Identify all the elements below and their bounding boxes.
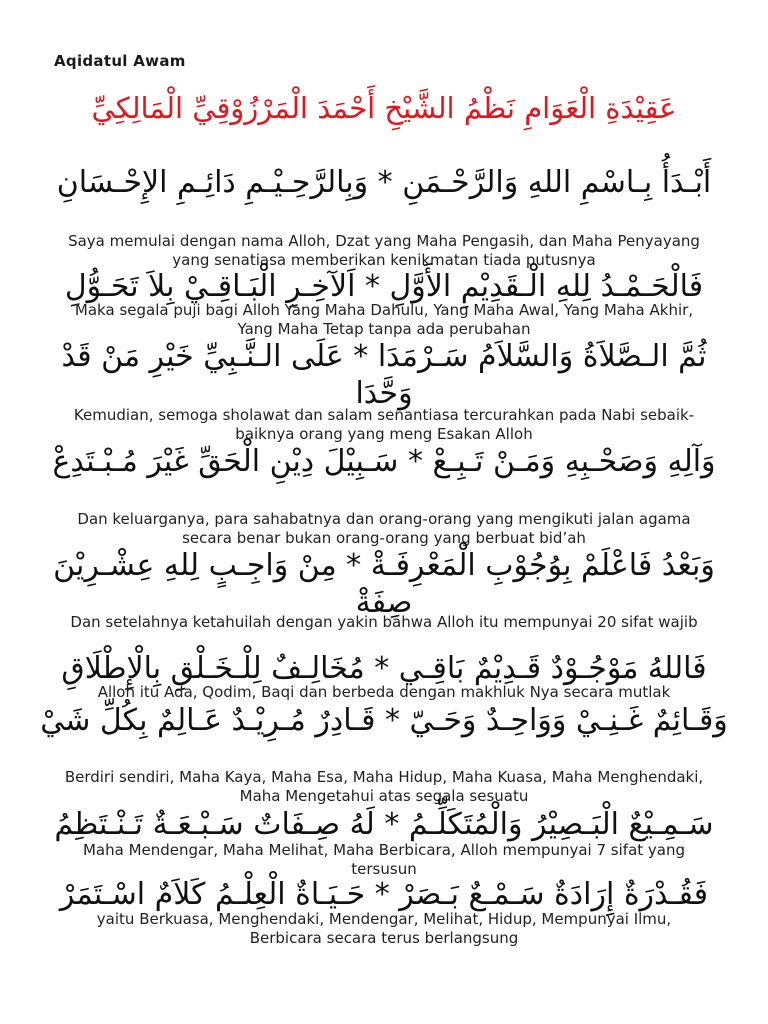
- verse-9-translation: yaitu Berkuasa, Menghendaki, Mendengar, Melihat, Hidup, Mempunyai Ilmu, Berbicara secara terus berlangsung: [96, 910, 672, 947]
- verse-2-arabic: فَالْحَـمْـدُ لِلهِ الْـقَدِيْمِ الأَوَّلِ * اَلآخِـرِ الْبَـاقِـيْ بِلاَ تَحَـوُّلِ: [64, 269, 704, 304]
- verse-4-arabic: وَآلِهِ وَصَحْـبِهِ وَمَـنْ تَـبِـعْ * سَـبِيْلَ دِيْنِ الْحَقِّ غَيْرَ مُـبْـتَدِعْ: [52, 444, 716, 479]
- document-title: Aqidatul Awam: [54, 52, 186, 70]
- verse-1-arabic: أَبْـدَأُ بِـاسْمِ اللهِ وَالرَّحْـمَنِ * وَبِالرَّحِـيْـمِ دَائِـمِ الإِحْـسَانِ: [56, 165, 712, 200]
- verse-8-translation: Maha Mendengar, Maha Melihat, Maha Berbicara, Alloh mempunyai 7 sifat yang tersusun: [82, 841, 686, 878]
- arabic-heading: عَقِيْدَةِ الْعَوَامِ نَظْمُ الشَّيْخِ أَحْمَدَ الْمَرْزُوْقِيِّ الْمَالِكِيِّ: [91, 91, 677, 125]
- verse-8-arabic: سَـمِـيْعٌ الْبَـصِيْرُ وَالْمُتَكَلِّـمُ * لَهُ صِـفَاتٌ سَـبْـعَـةٌ تَـنْـتَظِمُ: [54, 807, 714, 842]
- verse-2-translation: Maka segala puji bagi Alloh Yang Maha Dahulu, Yang Maha Awal, Yang Maha Akhir, Yang Maha Tetap tanpa ada perubahan: [74, 301, 694, 338]
- verse-7-translation: Berdiri sendiri, Maha Kaya, Maha Esa, Maha Hidup, Maha Kuasa, Maha Menghendaki, Maha Mengetahui atas segala sesuatu: [64, 768, 704, 805]
- verse-1-translation: Saya memulai dengan nama Alloh, Dzat yang Maha Pengasih, dan Maha Penyayang yang senatiasa memberikan kenikmatan tiada putusnya: [68, 232, 700, 269]
- verse-4-translation: Dan keluarganya, para sahabatnya dan orang-orang yang mengikuti jalan agama secara benar bukan orang-orang yang berbuat bid’ah: [77, 510, 691, 547]
- verse-3-translation: Kemudian, semoga sholawat dan salam senantiasa tercurahkan pada Nabi sebaik-baiknya orang yang meng Esakan Alloh: [73, 406, 695, 443]
- verse-9-arabic: فَقُـدْرَةٌ إِرَادَةٌ سَـمْـعٌ بَـصَرْ * حَـيَـاةٌ الْعِلْـمُ كَلاَمٌ اسْـتَمَرْ: [59, 877, 709, 912]
- verse-6-translation: Alloh itu Ada, Qodim, Baqi dan berbeda dengan makhluk Nya secara mutlak: [97, 683, 671, 701]
- verse-7-arabic: وَقَـائِمٌ غَـنِـيْ وَوَاحِـدٌ وَحَـيّ * قَـادِرٌ مُـرِيْـدٌ عَـالِمٌ بِكُلِّ شَيْ: [40, 703, 728, 738]
- verse-5-translation: Dan setelahnya ketahuilah dengan yakin bahwa Alloh itu mempunyai 20 sifat wajib: [70, 613, 698, 631]
- verse-3-arabic: ثُمَّ الـصَّلاَةُ وَالسَّلاَمُ سَـرْمَدَا * عَلَى الـنَّـبِيِّ خَيْرِ مَنْ قَدْ وَحَّدَا: [61, 339, 707, 411]
- verse-5-arabic: وَبَعْدُ فَاعْلَمْ بِوُجُوْبِ الْمَعْرِفَـةْ * مِنْ وَاجِـبٍ لِلهِ عِشْـرِيْنَ صِفَةْ: [53, 548, 715, 620]
- verse-6-arabic: فَاللهُ مَوْجُـوْدٌ قَـدِيْمٌ بَاقِـي * مُخَالِـفٌ لِلْـخَـلْقِ بِالْإِطْلَاقِ: [61, 651, 707, 686]
